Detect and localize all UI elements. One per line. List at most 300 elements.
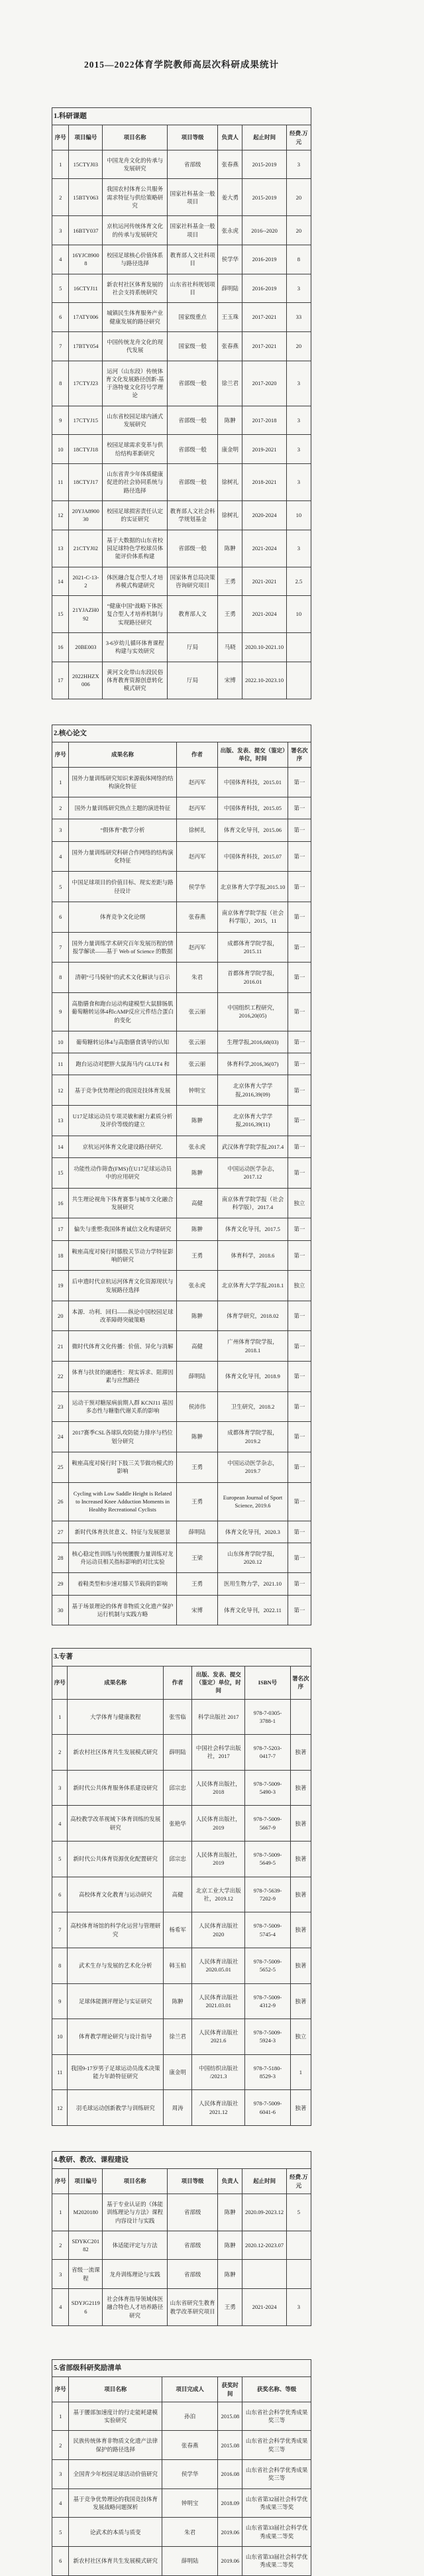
table-cell: 2021-2021 xyxy=(242,567,286,596)
table-cell: 13 xyxy=(52,1106,69,1136)
table-cell: 国家级重点 xyxy=(167,303,217,332)
table-row xyxy=(52,2019,311,2055)
table-cell: 省部级 xyxy=(167,2194,217,2231)
table-cell: 中国体育科技，2015.07 xyxy=(218,841,288,872)
table-cell: 王勇 xyxy=(176,1240,218,1271)
table-row xyxy=(52,2194,311,2231)
table-row xyxy=(52,1699,311,1735)
table-cell: 第一 xyxy=(288,932,311,963)
table-cell: 7 xyxy=(52,932,69,963)
table-cell: 运动干预对糖尿病前期人群 KCNJ11 基因多态性与糖脂代谢关系的影响 xyxy=(69,1391,176,1422)
table-cell: 20 xyxy=(286,216,311,245)
table-row xyxy=(52,1136,311,1157)
table-cell: 高健 xyxy=(164,1877,192,1912)
table-cell: 8 xyxy=(52,1948,68,1983)
table-cell: 独立 xyxy=(290,2019,311,2055)
column-header: 序号 xyxy=(52,125,69,150)
table-cell: 张春燕 xyxy=(218,331,242,361)
table-cell: 15BTY063 xyxy=(69,179,103,216)
table-cell: 2017-2018 xyxy=(242,406,286,435)
table-cell: 28 xyxy=(52,1543,69,1573)
table-cell: 第一 xyxy=(288,1595,311,1625)
table-cell: 厅局 xyxy=(167,633,217,662)
table-cell: 北京体育大学学报,2018.1 xyxy=(218,1271,288,1301)
table-cell: 南京体育学院学报（社会科学版），2017.4 xyxy=(218,1188,288,1218)
table-cell: 中国运动医学杂志，2017.12 xyxy=(218,1158,288,1189)
table-cell: 功能性动作筛查(FMS)在U17足球运动员中的应用研究 xyxy=(69,1158,176,1189)
column-header: ISBN号 xyxy=(245,1666,290,1699)
table-row xyxy=(52,596,311,633)
table-cell: 16 xyxy=(52,633,69,662)
table-cell: 张永虎 xyxy=(176,1271,218,1301)
document-sheet xyxy=(52,57,311,2576)
table-cell: 第一 xyxy=(288,992,311,1031)
table-row xyxy=(52,303,311,332)
table-cell: 2015-2019 xyxy=(242,150,286,179)
table-cell: 17BTY054 xyxy=(69,331,103,361)
table-cell: 中国纺织出版社 /2021.3 xyxy=(192,2054,245,2090)
table-cell: 2 xyxy=(52,1735,68,1771)
table-cell: 第一 xyxy=(288,1422,311,1452)
table-cell: 成都体育学院学报，2019.2 xyxy=(218,1422,288,1452)
table-cell: 第一 xyxy=(288,1031,311,1053)
table-row xyxy=(52,530,311,567)
table-cell: 侯沛伟 xyxy=(176,1391,218,1422)
table-cell: 医用生物力学，2021.10 xyxy=(218,1573,288,1595)
table-cell: 山东省校园足球内涵式发展研究 xyxy=(103,406,168,435)
table-cell: 4 xyxy=(52,245,69,274)
table-row xyxy=(52,1158,311,1189)
header-row xyxy=(52,2377,311,2402)
table-cell: 新农村社区体育共生发展模式研究 xyxy=(69,2546,162,2575)
table-cell: 张云丽 xyxy=(176,1031,218,1053)
table-cell: 16 xyxy=(52,1188,69,1218)
table-cell: 6 xyxy=(52,902,69,933)
table-cell: 3 xyxy=(52,2260,69,2289)
document-title: 2015—2022体育学院教师高层次科研成果统计 xyxy=(84,60,279,70)
table-row xyxy=(52,1806,311,1842)
table-cell: 独著 xyxy=(290,1983,311,2019)
table-cell: 978-7-5203-0417-7 xyxy=(245,1735,290,1771)
column-header: 获奖名称、等级 xyxy=(242,2377,311,2402)
table-cell: 龙舟训练理论与实践 xyxy=(103,2260,168,2289)
table-row xyxy=(52,1877,311,1912)
table-row xyxy=(52,1075,311,1106)
table-cell: 北京体育大学学报,2016,39(09) xyxy=(218,1075,288,1106)
table-cell: SDYKC20182 xyxy=(69,2231,103,2260)
table-cell: 清朝“弓马骑射”的武术文化解读与启示 xyxy=(69,963,176,993)
table-cell: 10 xyxy=(286,596,311,633)
table-cell: 2016-2019 xyxy=(242,245,286,274)
table-cell: 3 xyxy=(286,361,311,406)
table-cell: 教育部人文社科项目 xyxy=(167,245,217,274)
table-cell: 山东省社会科学优秀成果奖三等 xyxy=(242,2402,311,2431)
table-cell: 2 xyxy=(52,2431,69,2460)
table-cell: 26 xyxy=(52,1482,69,1521)
table-cell: 康金明 xyxy=(218,435,242,464)
table-row xyxy=(52,2546,311,2575)
table-cell: 第一 xyxy=(288,1106,311,1136)
table-cell: 体育与扶贫的融通性：现实诉求、阻滞因素与应然路径 xyxy=(69,1362,176,1392)
table-row xyxy=(52,841,311,872)
table-cell: 薛明陆 xyxy=(218,274,242,303)
table-cell: 21 xyxy=(52,1331,69,1362)
table-cell: 张春燕 xyxy=(176,902,218,933)
table-row xyxy=(52,963,311,993)
table-cell: 5 xyxy=(52,872,69,902)
table-cell: 北京体育大学学报,2015.10 xyxy=(218,872,288,902)
table-cell: 7 xyxy=(52,331,69,361)
table-cell: 12 xyxy=(52,500,69,530)
table-cell: 新时代公共体育服务体系建设研究 xyxy=(68,1770,164,1806)
table-cell: 2 xyxy=(52,2231,69,2260)
table-cell: 第一 xyxy=(288,1218,311,1240)
table-cell: 18 xyxy=(52,1240,69,1271)
table-cell: 1 xyxy=(52,767,69,797)
table-cell: 10 xyxy=(52,2019,68,2055)
table-cell: 第一 xyxy=(288,872,311,902)
table-cell: 人民体育出版社 2021.03.01 xyxy=(192,1983,245,2019)
column-header: 获奖时间 xyxy=(218,2377,242,2402)
table-row xyxy=(52,1452,311,1482)
table-cell: 省部级一般 xyxy=(167,530,217,567)
table-cell: 高校体育场馆的科学化运营与管理研究 xyxy=(68,1912,164,1948)
table-cell: 978-7-5009-6041-6 xyxy=(245,2090,290,2126)
table-cell: 2021-2024 xyxy=(242,2289,286,2326)
column-header: 成果名称 xyxy=(68,1666,164,1699)
table-cell: 独著 xyxy=(290,1770,311,1806)
table-cell: 2021-C-13-2 xyxy=(69,567,103,596)
table-cell: 山东省社会科学优秀成果奖三等 xyxy=(242,2431,311,2460)
table-cell: 3-6岁幼儿循环体育课程构建与实效研究 xyxy=(103,633,168,662)
table-cell: 国家体育总局决策咨询研究项目 xyxy=(167,567,217,596)
table-cell: 20 xyxy=(286,331,311,361)
table-cell: 11 xyxy=(52,464,69,501)
column-header: 项目名称 xyxy=(103,125,168,150)
table-row xyxy=(52,361,311,406)
table-research-projects xyxy=(52,107,311,699)
table-cell: 16BTY037 xyxy=(69,216,103,245)
table-cell: 1 xyxy=(52,2402,69,2431)
table-cell xyxy=(286,633,311,662)
table-cell: 山东省社会科学优秀成果奖三等 xyxy=(242,2460,311,2489)
table-cell: 6 xyxy=(52,2546,69,2575)
table-cell: 2018.09 xyxy=(218,2488,242,2518)
column-header: 作者 xyxy=(164,1666,192,1699)
table-cell: 8 xyxy=(286,245,311,274)
table-row xyxy=(52,1948,311,1983)
table-row xyxy=(52,819,311,841)
table-cell: 12 xyxy=(52,1075,69,1106)
table-cell: 京杭运河体育文化建设路径研究. xyxy=(69,1136,176,1157)
table-cell: 姜大勇 xyxy=(218,179,242,216)
table-cell: 高健 xyxy=(176,1188,218,1218)
table-row xyxy=(52,245,311,274)
table-cell: 第一 xyxy=(288,1521,311,1543)
table-cell xyxy=(286,2260,311,2289)
header-row xyxy=(52,742,311,767)
table-cell: 中国足球项目的价值目标、现实差距与路径设计 xyxy=(69,872,176,902)
table-cell: 9 xyxy=(52,1983,68,2019)
table-cell: 2016.08 xyxy=(218,2460,242,2489)
table-cell: 18CTYJ18 xyxy=(69,435,103,464)
table-cell: 省部级 xyxy=(167,150,217,179)
table-row xyxy=(52,872,311,902)
table-cell: 邱宗忠 xyxy=(164,1842,192,1877)
table-cell: 11 xyxy=(52,2054,68,2090)
table-cell: 国家社科基金一般项目 xyxy=(167,179,217,216)
table-cell: 第一 xyxy=(288,1543,311,1573)
table-cell: 2017-2020 xyxy=(242,361,286,406)
table-cell: 南京体育学院学报（社会科学版），2015，11 xyxy=(218,902,288,933)
table-cell: 23 xyxy=(52,1391,69,1422)
table-teaching-reform-projects xyxy=(52,2151,311,2326)
table-cell: 2017-2021 xyxy=(242,303,286,332)
table-cell: 独著 xyxy=(290,1877,311,1912)
table-row xyxy=(52,1031,311,1053)
table-cell: 11 xyxy=(52,1053,69,1075)
table-cell: 978-7-5639-7202-9 xyxy=(245,1877,290,1912)
table-row xyxy=(52,2231,311,2260)
table-cell: “假体育”教学分析 xyxy=(69,819,176,841)
table-cell: 第一 xyxy=(288,1158,311,1189)
section-title: 1.科研课题 xyxy=(52,108,311,125)
table-cell: 国家级一般 xyxy=(167,331,217,361)
table-cell: M2020180 xyxy=(69,2194,103,2231)
table-cell: 978-7-0305-3788-1 xyxy=(245,1699,290,1735)
table-monographs xyxy=(52,1648,311,2126)
table-cell: 9 xyxy=(52,406,69,435)
table-cell: 27 xyxy=(52,1521,69,1543)
table-cell xyxy=(286,662,311,699)
table-cell: 王梁 xyxy=(176,1543,218,1573)
table-cell: 21CTYJ02 xyxy=(69,530,103,567)
column-header: 项目名称 xyxy=(69,2377,162,2402)
table-cell: 2015.08 xyxy=(218,2431,242,2460)
table-cell: 高脂膳食和跑台运动构建模型大鼠腓肠肌葡萄糖转运体4和cAMP反应元件结合蛋白的变化 xyxy=(69,992,176,1031)
table-cell: 山东省青少年体质健康促进的社会协同系统与路径选择 xyxy=(103,464,168,501)
table-cell: 978-7-5009-5652-5 xyxy=(245,1948,290,1983)
table-cell: 17 xyxy=(52,1218,69,1240)
table-row xyxy=(52,464,311,501)
table-row xyxy=(52,2054,311,2090)
table-cell: 科学出版社 2017 xyxy=(192,1699,245,1735)
table-cell: 着鞋类型和步速对膝关节载荷的影响 xyxy=(69,1573,176,1595)
table-cell: 陈翀 xyxy=(176,1106,218,1136)
table-cell: 24 xyxy=(52,1422,69,1452)
table-cell: 生理学报,2016,68(03) xyxy=(218,1031,288,1053)
table-cell: 体育学研究，2018.02 xyxy=(218,1301,288,1331)
table-cell: 第一 xyxy=(288,963,311,993)
table-cell: SDYJG21196 xyxy=(69,2289,103,2326)
table-cell: 第一 xyxy=(288,1331,311,1362)
table-cell: 北京体育大学学报,2016,39(11) xyxy=(218,1106,288,1136)
table-cell: 赵丙军 xyxy=(176,841,218,872)
table-cell: 基于大数据的山东省校园足球特色学校球员体能评价体系构建 xyxy=(103,530,168,567)
table-cell: 京杭运河传统体育文化的传承与发展研究 xyxy=(103,216,168,245)
table-cell: 9 xyxy=(52,992,69,1031)
table-cell: 偏失与重塑:我国体育诚信文化构建研究 xyxy=(69,1218,176,1240)
table-cell: 陈翀 xyxy=(176,1158,218,1189)
table-cell: 第一 xyxy=(288,1136,311,1157)
table-cell: 社会体育指导领域体医融合特色人才培养路径研究 xyxy=(103,2289,168,2326)
table-cell: 30 xyxy=(52,1595,69,1625)
table-cell: 第一 xyxy=(288,1391,311,1422)
table-cell: 2022HHZX006 xyxy=(69,662,103,699)
table-cell: 我国农村体育公共服务需求特征与供给策略研究 xyxy=(103,179,168,216)
table-cell: 邱宗忠 xyxy=(164,1770,192,1806)
table-cell: 国外力量训练学术研究百年发展历程的情报学解读——基于 Web of Science 的数据 xyxy=(69,932,176,963)
table-row xyxy=(52,567,311,596)
table-cell: 2015.08 xyxy=(218,2402,242,2431)
table-cell: 薛明陆 xyxy=(162,2546,218,2575)
table-cell: 独著 xyxy=(290,1842,311,1877)
table-cell: 3 xyxy=(286,2289,311,2326)
table-cell: 陈翀 xyxy=(218,2260,242,2289)
table-row xyxy=(52,1543,311,1573)
table-cell: 山东体育学院学报，2020.12 xyxy=(218,1543,288,1573)
table-cell: 2015-2019 xyxy=(242,179,286,216)
table-cell: 基于腰部加速度计的行走能耗建模实验研究 xyxy=(69,2402,162,2431)
column-header: 项目编号 xyxy=(69,125,103,150)
table-cell: 城镇民生体育服务产业健康发展的路径研究 xyxy=(103,303,168,332)
table-cell: 独立 xyxy=(288,1188,311,1218)
table-row xyxy=(52,1188,311,1218)
table-cell: 3 xyxy=(286,406,311,435)
table-cell: 侯学华 xyxy=(176,872,218,902)
table-cell: 2019-2021 xyxy=(242,435,286,464)
table-cell: 张春燕 xyxy=(162,2431,218,2460)
table-cell: 我国9-17岁男子足球运动员战术决策能力年龄特征研究 xyxy=(68,2054,164,2090)
table-cell: 山东省社科规划项目 xyxy=(167,274,217,303)
table-cell: 陈翀 xyxy=(218,2231,242,2260)
table-cell: 体育文化导刊，2018.9 xyxy=(218,1362,288,1392)
table-cell: 5 xyxy=(52,1842,68,1877)
table-row xyxy=(52,2090,311,2126)
table-cell: 高健 xyxy=(176,1331,218,1362)
table-cell: 第一 xyxy=(288,1301,311,1331)
table-cell: 第一 xyxy=(288,902,311,933)
table-cell: 第一 xyxy=(288,1573,311,1595)
table-cell: 978-7-5009-5490-3 xyxy=(245,1770,290,1806)
table-row xyxy=(52,767,311,797)
table-cell: 17CTYJ15 xyxy=(69,406,103,435)
table-cell: 3 xyxy=(52,216,69,245)
table-cell: 省部级一般 xyxy=(167,464,217,501)
table-cell: 山东省第33届社会科学优秀成果二等奖 xyxy=(242,2546,311,2575)
table-cell: 新时代体育扶贫意义、特征与发展愿景 xyxy=(69,1521,176,1543)
table-cell: Cycling with Low Saddle Height is Related to Increased Knee Adduction Moments in Healthy Recreational Cyclists xyxy=(69,1482,176,1521)
table-cell: 978-7-5009-5649-5 xyxy=(245,1842,290,1877)
table-cell: 2018-2021 xyxy=(242,464,286,501)
table-cell: 王勇 xyxy=(176,1482,218,1521)
table-cell: 校园足球需求变革与供给结构革新研究 xyxy=(103,435,168,464)
table-cell: 2016--2020 xyxy=(242,216,286,245)
table-cell: 国外力量训练研究知识来源载体网络的结构演化特征 xyxy=(69,767,176,797)
table-row xyxy=(52,500,311,530)
table-cell: 人民体育出版社，2019 xyxy=(192,1806,245,1842)
table-cell: 独著 xyxy=(290,1948,311,1983)
table-cell: 1 xyxy=(52,2194,69,2231)
table-cell: 人民体育出版社 2020 xyxy=(192,1912,245,1948)
table-cell: 3 xyxy=(286,464,311,501)
table-cell: 鞍座高度对骑行时下肢三关节做功模式的影响 xyxy=(69,1452,176,1482)
table-row xyxy=(52,2460,311,2489)
table-cell: 13 xyxy=(52,530,69,567)
table-cell: 黄河文化带山东段民俗体育教育资源创意转化模式研究 xyxy=(103,662,168,699)
table-cell: 陈翀 xyxy=(176,1218,218,1240)
table-cell: 2022.10-2023.10 xyxy=(242,662,286,699)
table-cell: 足球体能测评理论与实证研究 xyxy=(68,1983,164,2019)
table-row xyxy=(52,1912,311,1948)
table-cell: 张雪临 xyxy=(164,1699,192,1735)
table-cell: 王玉珠 xyxy=(218,303,242,332)
table-cell: 陈翀 xyxy=(176,1301,218,1331)
table-cell: 5 xyxy=(52,2518,69,2547)
table-cell: 2021-2024 xyxy=(242,596,286,633)
table-cell: 论武术的本质与质变 xyxy=(69,2518,162,2547)
table-cell: 基于场景理论的体育非物质文化遗产保护运行机制与实践方略 xyxy=(69,1595,176,1625)
table-cell: 徐树礼 xyxy=(218,464,242,501)
table-cell: 张云丽 xyxy=(176,992,218,1031)
table-cell: 王勇 xyxy=(218,567,242,596)
table-cell: 新农村社区体育发展的社会支持系统研究 xyxy=(103,274,168,303)
table-cell: 赵丙军 xyxy=(176,767,218,797)
table-cell: 16YJC89008 xyxy=(69,245,103,274)
table-cell: 2016-2019 xyxy=(242,274,286,303)
table-cell: 19 xyxy=(52,1271,69,1301)
table-cell: 钟明宝 xyxy=(162,2488,218,2518)
table-cell: 省级一流课程 xyxy=(69,2260,103,2289)
table-cell: 王勇 xyxy=(218,2289,242,2326)
column-header: 序号 xyxy=(52,2169,69,2194)
table-cell: 2020-2024 xyxy=(242,500,286,530)
table-cell: 3 xyxy=(286,274,311,303)
table-cell: 鞍座高度对骑行时膝股关节动力学特征影响的研究 xyxy=(69,1240,176,1271)
table-cell: 人民体育出版社 2021.6 xyxy=(192,2019,245,2055)
table-row xyxy=(52,274,311,303)
table-cell: 共生理论视角下体育赛事与城市文化融合发展研究 xyxy=(69,1188,176,1218)
table-row xyxy=(52,1301,311,1331)
table-cell: 核心稳定性训练与传统腰腹力量训练对龙舟运动员相关指标影响的对比实验 xyxy=(69,1543,176,1573)
table-cell: 独著 xyxy=(290,1735,311,1771)
table-cell: 独立 xyxy=(288,1271,311,1301)
table-cell: 17CTYJ23 xyxy=(69,361,103,406)
table-cell: 武术生存与发展的艺术化分析 xyxy=(68,1948,164,1983)
table-cell: 5 xyxy=(286,2194,311,2231)
table-cell: 侯学华 xyxy=(218,245,242,274)
table-cell: 5 xyxy=(52,274,69,303)
table-row xyxy=(52,1331,311,1362)
table-row xyxy=(52,2518,311,2547)
table-cell: 省部级一般 xyxy=(167,361,217,406)
table-cell: 第一 xyxy=(288,841,311,872)
table-cell: 2021-2024 xyxy=(242,530,286,567)
table-cell: 高校教学改革视域下体育训练的发展研究 xyxy=(68,1806,164,1842)
table-cell: 独著 xyxy=(290,1912,311,1948)
table-cell: 16CTYJ11 xyxy=(69,274,103,303)
table-cell: 体育教学理论研究与设计指导 xyxy=(68,2019,164,2055)
table-row xyxy=(52,2431,311,2460)
table-cell: 运河（山东段）传统体育文化发展路径创新-基于洛特曼文化符号学理论 xyxy=(103,361,168,406)
table-row xyxy=(52,1391,311,1422)
table-cell: 8 xyxy=(52,963,69,993)
table-cell: 北京工业大学出版社，2019.12 xyxy=(192,1877,245,1912)
table-row xyxy=(52,633,311,662)
table-cell: 陈翀 xyxy=(176,1422,218,1452)
table-cell: 体育文化导刊，2022.11 xyxy=(218,1595,288,1625)
table-cell: 王勇 xyxy=(176,1452,218,1482)
